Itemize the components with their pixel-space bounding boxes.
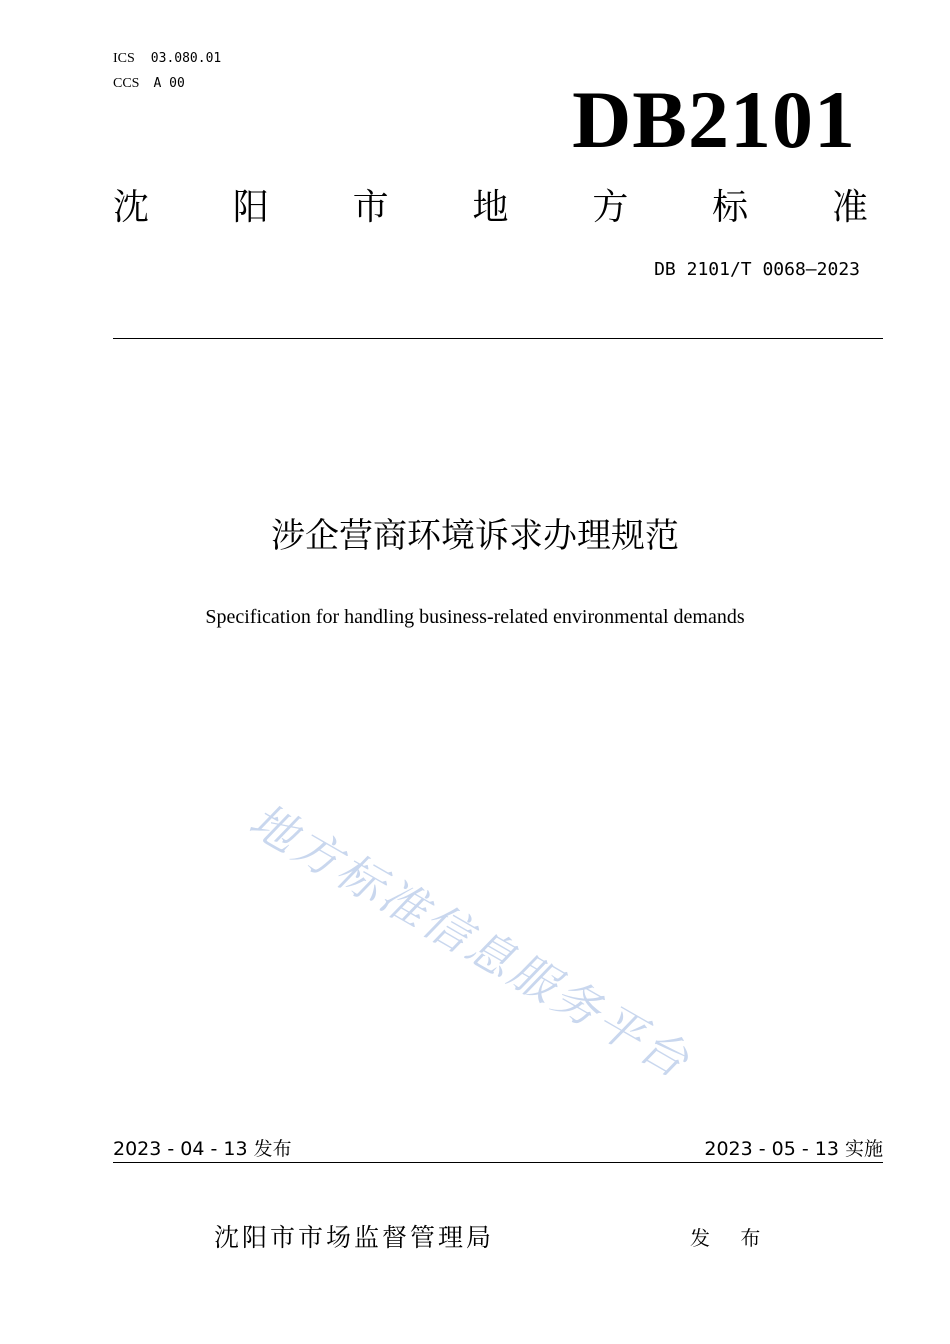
ics-code [113,49,221,68]
standard-type-char: 方 [592,187,629,228]
implementation-date: 2023 - 05 - 13 实施 [704,1138,883,1160]
publish-date: 2023 - 04 - 13 发布 [113,1138,292,1160]
standard-type-char: 市 [352,187,389,228]
title-english: Specification for handling business-related environmental demands [205,606,745,628]
issuer-name: 沈阳市市场监督管理局 [214,1223,495,1252]
standard-type-char: 沈 [113,187,150,228]
watermark [238,790,798,1120]
title-chinese: 涉企营商环境诉求办理规范 [271,516,679,556]
standard-type-char: 标 [712,187,749,228]
standard-type-char: 准 [831,187,868,228]
ics-label: ICS [113,51,135,66]
ccs-code [113,74,185,93]
ccs-label: CCS [113,76,140,91]
standard-type [113,184,868,232]
standard-number: DB 2101/T 0068—2023 [654,259,860,280]
issuer-action: 发 布 [690,1226,773,1250]
standard-type-char: 阳 [232,187,269,228]
watermark-text: 地方标准信息服务平台 [240,792,701,1090]
ccs-value: A 00 [153,76,185,91]
footer-divider [113,1162,883,1163]
ics-value: 03.080.01 [150,51,222,66]
header-divider [113,338,883,339]
db-code: DB2101 [572,74,856,165]
standard-type-char: 地 [472,187,509,228]
